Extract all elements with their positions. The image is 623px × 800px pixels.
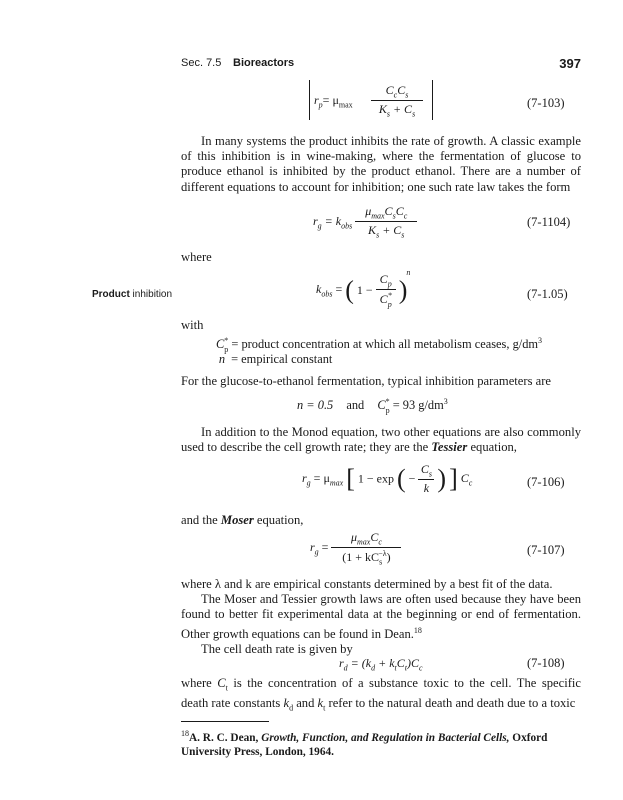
equation-7-107: $r_g$ = $\frac{\mu_{max}C_c}{(1 + kC_s^{-\lambda})}$	[310, 530, 401, 567]
equation-7-108: $r_d = (k_d + k_tC_t)C_c$	[339, 656, 423, 673]
equation-number-7-108: (7-108)	[527, 656, 565, 670]
margin-note: Product inhibition	[92, 289, 173, 300]
paragraph-tessier: In addition to the Monod equation, two other equations are also commonly used to describe the cell growth rate; they are the Tessier equation,	[181, 425, 581, 455]
paragraph-product-inhibition: In many systems the product inhibits the rate of growth. A classic example of this inhibition is in wine-making, where the fermentation of glucose to produce ethanol is inhibited by the product ethanol. There are a number of different equations to account for inhibition; one such rate law takes the form	[181, 134, 581, 194]
equation-number-7-103: (7-103)	[527, 96, 565, 110]
footnote: $^{18}$A. R. C. Dean, Growth, Function, and Regulation in Bacterial Cells, Oxford University Press, London, 1964.	[181, 729, 548, 758]
page-header	[181, 57, 581, 73]
footnote-rule	[181, 721, 269, 722]
section-label: Sec. 7.5	[181, 57, 222, 69]
paragraph-glucose-ethanol: For the glucose-to-ethanol fermentation, typical inhibition parameters are	[181, 374, 551, 388]
equation-7-104: $r_g = k_{obs}$ $\frac{\mu_{max}C_sC_c}{K_s + C_s}$	[313, 204, 417, 240]
right-paren: )	[437, 464, 447, 494]
section-title: Bioreactors	[233, 57, 295, 69]
equation-7-106: $r_g = \mu_{max}$ [ 1 − exp ( − $\frac{C_s}{k}$ ) ] $C_c$	[302, 462, 473, 496]
right-bracket: ]	[449, 464, 458, 494]
page-number: 397	[559, 56, 581, 71]
equation-number-7-107: (7-107)	[527, 543, 565, 557]
paragraph-moser: and the Moser equation,	[181, 513, 304, 527]
left-paren: (	[345, 275, 354, 305]
where-label: where	[181, 250, 212, 264]
equation-7-103: $r_p= \mu_{max}$ $C_cC_s$ $K_s + C_s$	[309, 80, 433, 120]
paragraph-constants: where λ and k are empirical constants determined by a best fit of the data. The Moser and Tessier growth laws are often used because they have been found to better fit experimental data at the beginning or end of fermentation. Other growth equations can be found in Dean.$^{18}$ The cell death rate is given by	[181, 577, 581, 656]
left-paren: (	[396, 464, 406, 494]
inhibition-parameters: n = 0.5 and $C^*_p = 93$ $g/dm^3$	[297, 397, 448, 415]
equation-number-7-104: (7-1104)	[527, 215, 571, 229]
left-bracket: [	[346, 464, 355, 494]
definition-cp-star: $C^*_p$ = product concentration at which all metabolism ceases, $g/dm^3$	[216, 336, 543, 354]
with-label: with	[181, 318, 204, 332]
equation-number-7-105: (7-1.05)	[527, 287, 568, 301]
paragraph-death-rate: where $C_t$ is the concentration of a substance toxic to the cell. The specific death rate constants $k_d$ and $k_t$ refer to the natural death and death due to a toxic	[181, 676, 581, 713]
equation-number-7-106: (7-106)	[527, 475, 565, 489]
definition-n: n = empirical constant	[218, 352, 333, 366]
equation-7-105: $k_{obs}$ = ( 1 − $\frac{C_p}{C^*_p}$ )$^n$	[316, 268, 411, 309]
right-paren: )	[398, 275, 408, 305]
